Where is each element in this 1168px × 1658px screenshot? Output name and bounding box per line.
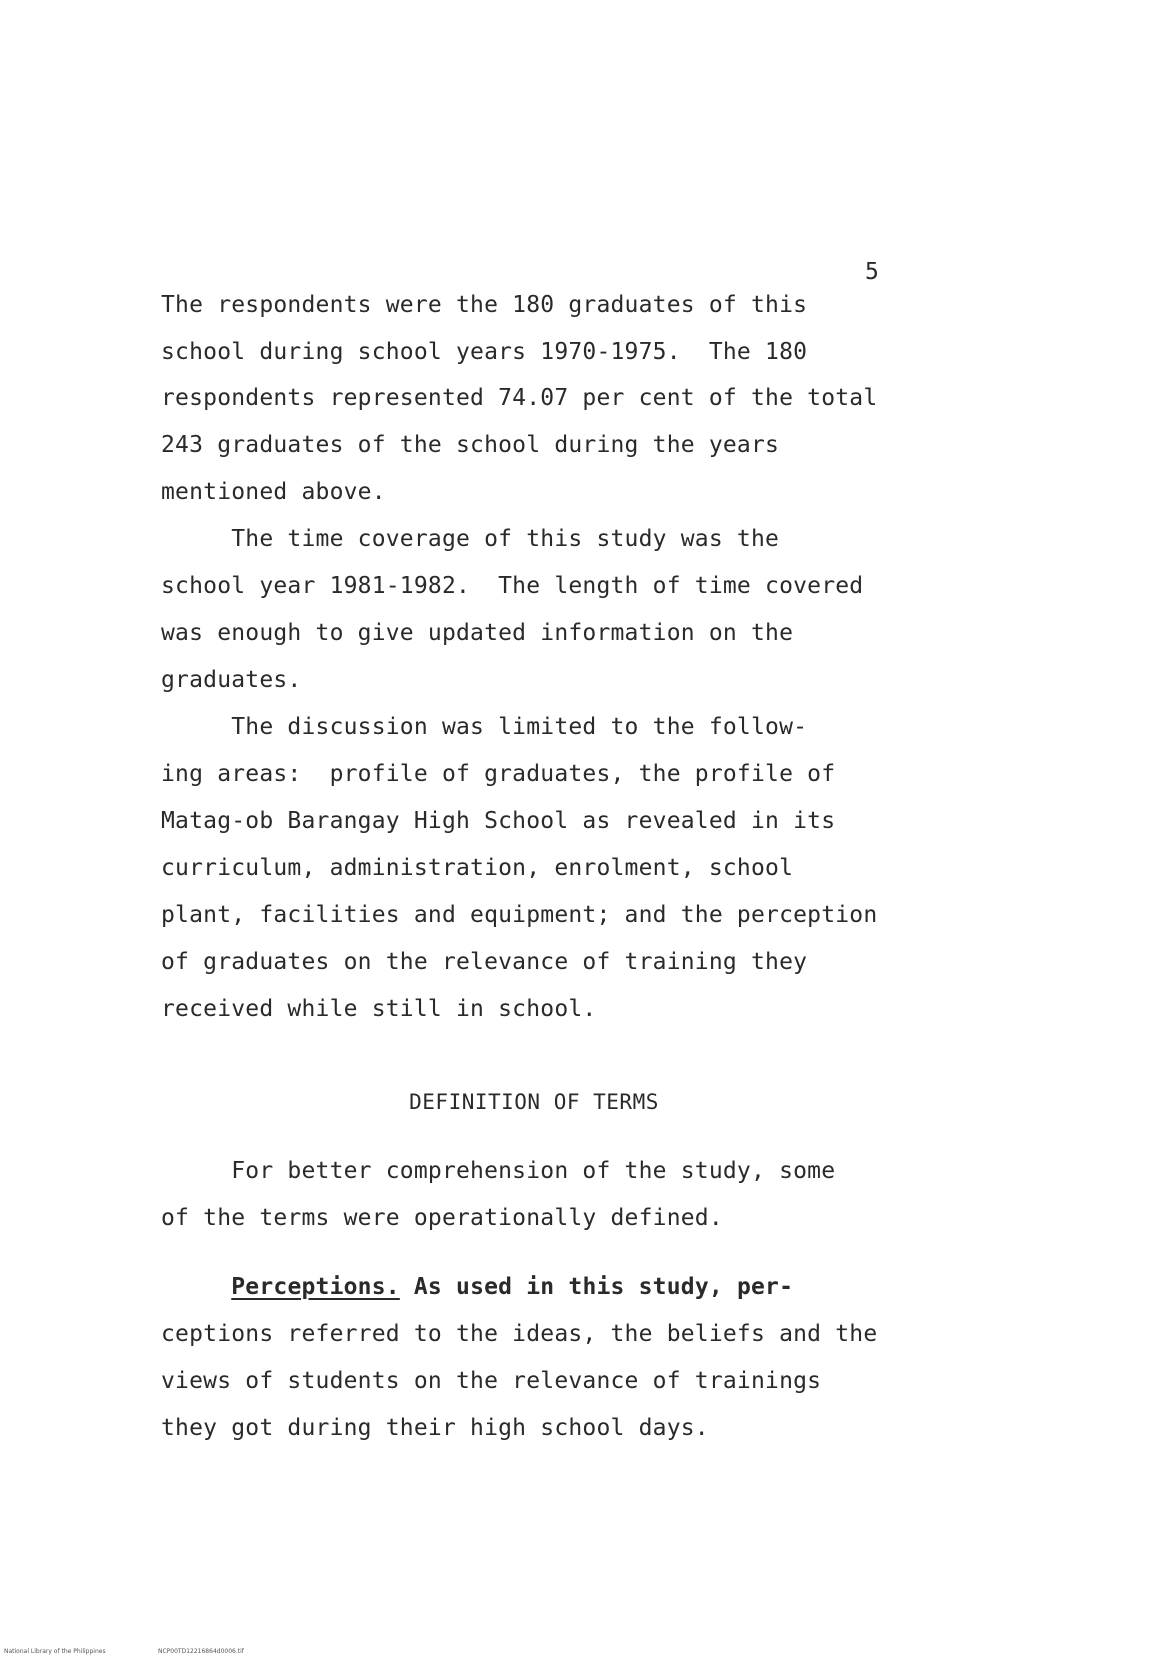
paragraph-discussion-line: plant, facilities and equipment; and the perception xyxy=(161,902,878,928)
paragraph-respondents-line: 243 graduates of the school during the years xyxy=(161,432,780,458)
paragraph-respondents-line: respondents represented 74.07 per cent of the total xyxy=(161,385,878,411)
definition-perceptions-line: they got during their high school days. xyxy=(161,1415,709,1441)
definition-intro-line: of the terms were operationally defined. xyxy=(161,1205,723,1231)
paragraph-discussion-line: curriculum, administration, enrolment, school xyxy=(161,855,794,881)
definition-perceptions-line: views of students on the relevance of trainings xyxy=(161,1368,822,1394)
section-heading: DEFINITION OF TERMS xyxy=(409,1090,659,1114)
paragraph-time-coverage-line: graduates. xyxy=(161,667,302,693)
paragraph-time-coverage-line: school year 1981-1982. The length of time covered xyxy=(161,573,864,599)
definition-intro-line: For better comprehension of the study, some xyxy=(161,1158,836,1184)
paragraph-discussion-line: received while still in school. xyxy=(161,996,597,1022)
paragraph-time-coverage-line: was enough to give updated information on the xyxy=(161,620,794,646)
paragraph-respondents-line: school during school years 1970-1975. The 180 xyxy=(161,339,808,365)
definition-term: Perceptions. xyxy=(231,1274,400,1300)
footer-file-code: NCP00TD12216864d0006.tif xyxy=(158,1648,244,1655)
paragraph-discussion-line: ing areas: profile of graduates, the profile of xyxy=(161,761,836,787)
paragraph-discussion-line: The discussion was limited to the follow- xyxy=(161,714,808,740)
definition-perceptions-first-line xyxy=(161,1272,793,1302)
footer-library-name: National Library of the Philippines xyxy=(4,1648,106,1655)
paragraph-respondents-line: The respondents were the 180 graduates of this xyxy=(161,292,808,318)
page-number: 5 xyxy=(865,259,879,285)
definition-perceptions-line: ceptions referred to the ideas, the beliefs and the xyxy=(161,1321,878,1347)
definition-first-line-rest: As used in this study, per- xyxy=(399,1274,794,1300)
paragraph-time-coverage-line: The time coverage of this study was the xyxy=(161,526,780,552)
paragraph-respondents-line: mentioned above. xyxy=(161,479,386,505)
paragraph-discussion-line: Matag-ob Barangay High School as revealed in its xyxy=(161,808,836,834)
paragraph-discussion-line: of graduates on the relevance of training they xyxy=(161,949,808,975)
